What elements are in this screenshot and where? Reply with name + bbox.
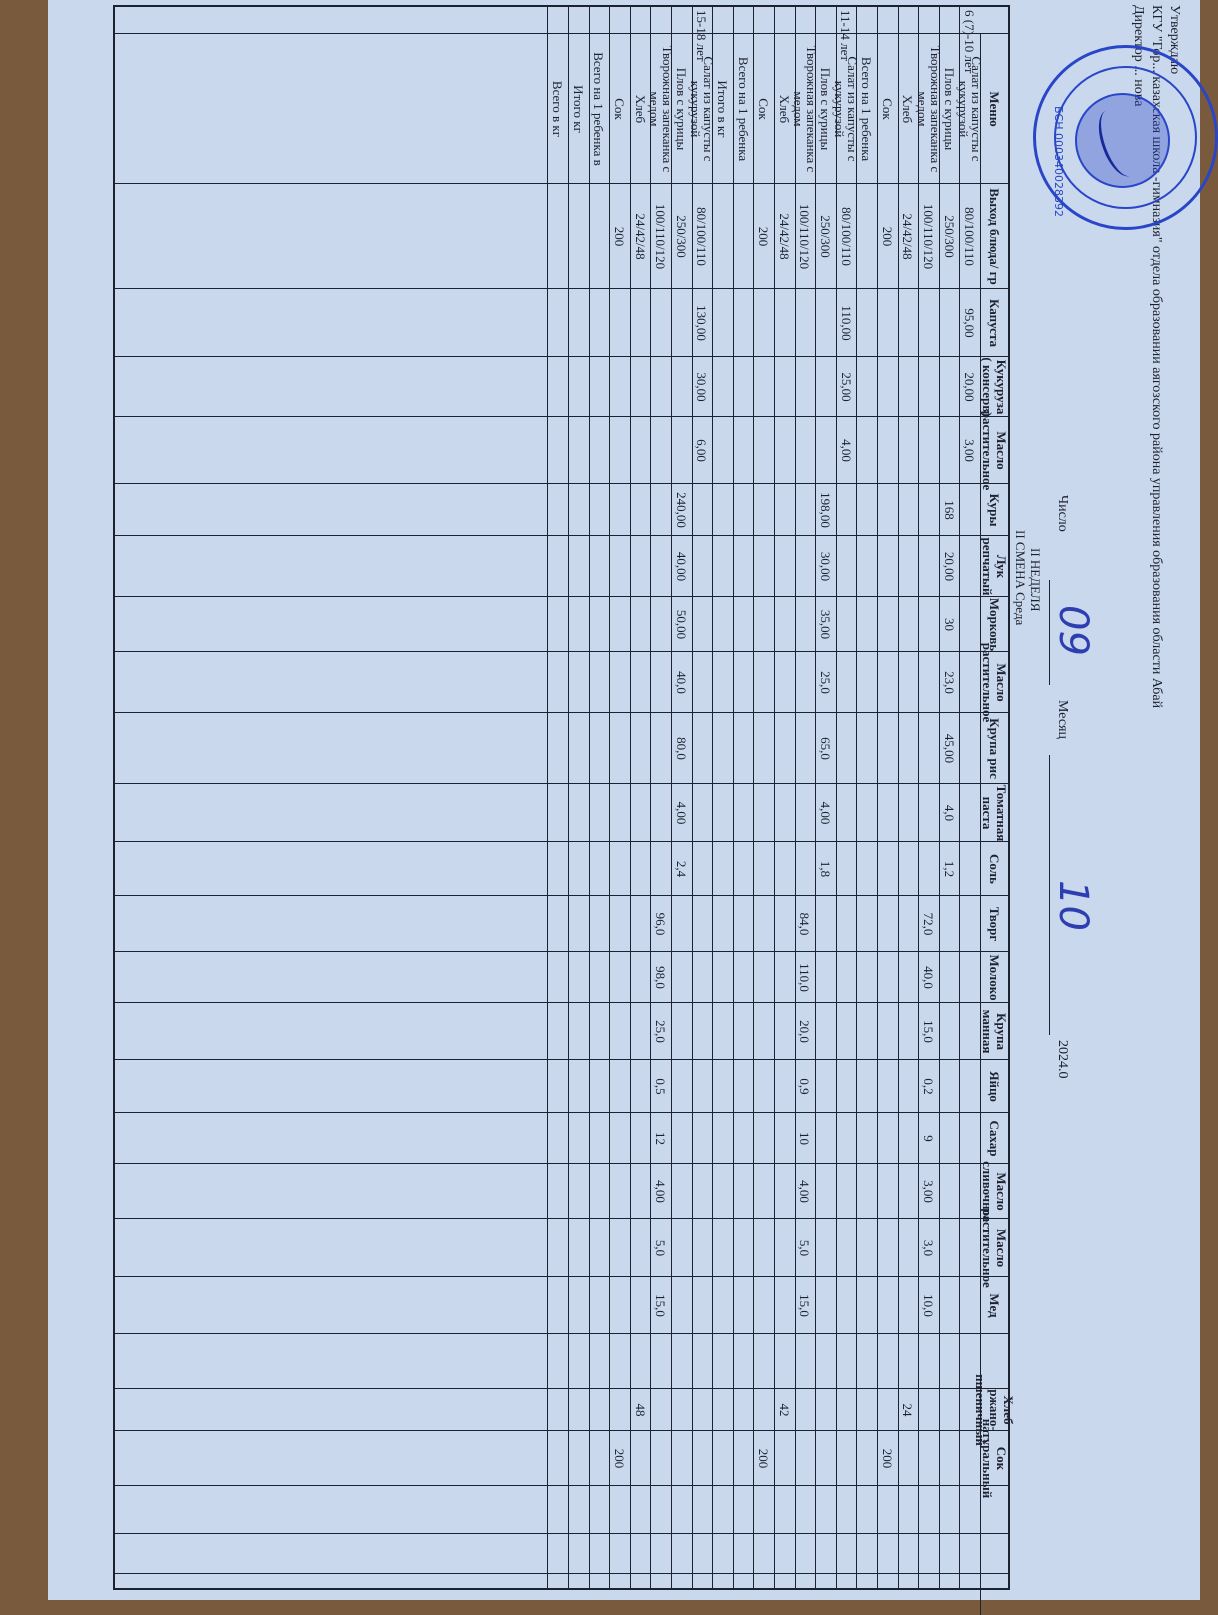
column-line (115, 356, 1008, 357)
menu-item-cell: Хлеб (776, 94, 792, 124)
product-header: Творг (987, 906, 1002, 942)
menu-item-cell: Всего в кг (550, 80, 566, 138)
product-header: Масло растительное (980, 410, 1009, 491)
value-cell: 84,0 (797, 912, 813, 936)
value-cell: 15,0 (797, 1294, 813, 1317)
product-header: Кукуруза ( консерв) (980, 357, 1009, 417)
value-cell: 4,00 (797, 1180, 813, 1203)
product-header: Крупа рис (987, 718, 1002, 779)
output-cell: 250/300 (673, 215, 689, 258)
value-cell: 40,00 (673, 551, 689, 582)
value-cell: 2,4 (673, 860, 689, 878)
value-cell: 42 (776, 1403, 792, 1417)
menu-item-cell: Всего на 1 ребенка (735, 56, 751, 162)
value-cell: 9 (921, 1135, 937, 1142)
date-month-label: Месяц (1055, 700, 1070, 739)
value-cell: 4,0 (941, 804, 957, 822)
value-cell: 30 (941, 618, 957, 631)
product-header: Масло растительное (980, 642, 1009, 723)
column-line (115, 1430, 1008, 1431)
product-header: Масло сливочное (980, 1161, 1009, 1222)
value-cell: 0,5 (653, 1078, 669, 1095)
output-cell: 200 (756, 226, 772, 247)
official-stamp (1033, 45, 1218, 230)
value-cell: 240,00 (673, 492, 689, 528)
product-header: Яйцо (987, 1071, 1002, 1102)
product-header: Молоко (987, 954, 1002, 1001)
value-cell: 130,00 (694, 305, 710, 341)
value-cell: 35,00 (818, 609, 834, 640)
menu-table (113, 5, 1016, 1590)
value-cell: 10 (797, 1132, 813, 1145)
menu-item-cell: Творожная запеканка с медом (790, 45, 819, 173)
column-line (115, 1163, 1008, 1164)
column-line (115, 416, 1008, 417)
column-line (115, 1276, 1008, 1277)
product-header: Томатная паста (980, 784, 1009, 842)
menu-item-cell: Итого в кг (715, 80, 731, 138)
menu-item-cell: Салат из капусты с кукурузой (687, 56, 716, 162)
column-line (115, 483, 1008, 484)
value-cell: 72,0 (921, 912, 937, 936)
output-cell: 24/42/48 (632, 213, 648, 260)
column-line (115, 951, 1008, 952)
output-cell (589, 184, 610, 289)
value-cell: 1,2 (941, 860, 957, 878)
value-cell: 4,00 (673, 801, 689, 825)
column-line (115, 596, 1008, 597)
shift-label: II СМЕНА Среда (1013, 530, 1028, 626)
value-cell: 95,00 (962, 308, 978, 338)
menu-item-cell: Сок (756, 98, 772, 120)
value-cell: 5,0 (653, 1239, 669, 1257)
column-line (115, 651, 1008, 652)
output-cell: 250/300 (941, 215, 957, 258)
value-cell: 200 (879, 1448, 895, 1469)
output-cell (568, 184, 589, 289)
output-cell (856, 184, 877, 289)
product-header: Мед (987, 1293, 1002, 1318)
column-line (115, 712, 1008, 713)
age-group-label: 15-18 лет (694, 10, 710, 62)
output-cell: 200 (879, 226, 895, 247)
paper-sheet (48, 0, 1200, 1600)
date-year: 2024.0 (1055, 1040, 1070, 1079)
product-header: Сахар (987, 1120, 1002, 1157)
value-cell: 25,00 (838, 372, 854, 402)
value-cell: 3,00 (921, 1180, 937, 1203)
output-cell: 80/100/110 (694, 207, 710, 266)
menu-item-cell: Творожная запеканка с медом (914, 45, 943, 173)
value-cell: 198,00 (818, 492, 834, 528)
value-cell: 20,00 (962, 372, 978, 402)
value-cell: 40,0 (921, 966, 937, 989)
value-cell: 4,00 (818, 801, 834, 825)
menu-item-cell: Плов с курицы (941, 67, 957, 151)
output-cell: 250/300 (818, 215, 834, 258)
product-header: Капуста (987, 299, 1002, 347)
output-cell (733, 184, 754, 289)
column-line (115, 1388, 1008, 1389)
value-cell: 110,00 (838, 305, 854, 341)
menu-item-cell: Сок (879, 98, 895, 120)
menu-item-cell: Сок (612, 98, 628, 120)
menu-item-cell: Итого кг (570, 85, 586, 133)
product-header: Крупа манная (980, 1009, 1009, 1054)
month-underline (1049, 755, 1050, 1035)
value-cell: 48 (632, 1403, 648, 1417)
value-cell: 25,0 (653, 1020, 669, 1043)
value-cell: 40,0 (673, 671, 689, 694)
column-line (115, 1002, 1008, 1003)
value-cell: 4,00 (838, 439, 854, 462)
value-cell: 12 (653, 1132, 669, 1145)
value-cell: 168 (941, 500, 957, 520)
menu-item-cell: Салат из капусты с кукурузой (955, 56, 984, 162)
value-cell: 6,00 (694, 439, 710, 462)
output-cell: 24/42/48 (900, 213, 916, 260)
value-cell: 98,0 (653, 966, 669, 989)
value-cell: 200 (756, 1448, 772, 1469)
value-cell: 23,0 (941, 671, 957, 694)
menu-header: Меню (987, 91, 1002, 127)
value-cell: 0,2 (921, 1078, 937, 1095)
date-day-value: 09 (1050, 605, 1096, 656)
column-line (115, 535, 1008, 536)
value-cell: 20,00 (941, 551, 957, 582)
value-cell: 15,0 (921, 1020, 937, 1043)
menu-item-cell: Салат из капусты с кукурузой (832, 56, 861, 162)
date-month-value: 10 (1050, 880, 1096, 931)
product-header: Соль (987, 854, 1002, 884)
value-cell: 25,0 (818, 671, 834, 694)
value-cell: 30,00 (694, 372, 710, 402)
output-cell: 100/110/120 (797, 203, 813, 270)
output-cell: 100/110/120 (921, 203, 937, 270)
column-line (115, 1533, 1008, 1534)
column-line (115, 895, 1008, 896)
output-cell: 24/42/48 (776, 213, 792, 260)
output-cell: 100/110/120 (653, 203, 669, 270)
column-line (115, 1059, 1008, 1060)
menu-item-cell: Всего на 1 ребенка в (591, 52, 607, 166)
product-header: Куры (987, 493, 1002, 527)
value-cell: 45,00 (941, 733, 957, 764)
value-cell: 3,00 (962, 439, 978, 462)
menu-item-cell: Всего на 1 ребенка (859, 56, 875, 162)
output-cell: 80/100/110 (962, 207, 978, 266)
column-line (115, 841, 1008, 842)
approve-label: Утверждаю (1167, 5, 1182, 75)
value-cell: 10,0 (921, 1294, 937, 1317)
product-header: Морковь (987, 597, 1002, 652)
director-line: Директор ... нова (1131, 5, 1146, 107)
age-group-label: 11-14 лет (838, 10, 854, 62)
product-header (980, 1534, 1008, 1574)
value-cell: 30,00 (818, 551, 834, 582)
product-header (980, 1486, 1008, 1534)
value-cell: 200 (612, 1448, 628, 1469)
product-header: Сок натуральный (980, 1418, 1009, 1499)
age-group-label: 6 (7)-10 лет (962, 10, 977, 74)
output-cell: 200 (612, 226, 628, 247)
product-header: Лук репчатый (980, 537, 1009, 596)
value-cell: 96,0 (653, 912, 669, 936)
value-cell: 80,0 (673, 737, 689, 760)
column-line (115, 783, 1008, 784)
date-day-label: Число (1055, 495, 1070, 532)
value-cell: 0,9 (797, 1078, 813, 1095)
value-cell: 24 (900, 1403, 916, 1417)
output-cell (547, 184, 568, 289)
value-cell: 3,0 (921, 1239, 937, 1257)
value-cell: 1,8 (818, 860, 834, 878)
week-label: II НЕДЕЛЯ (1028, 548, 1043, 612)
output-cell (712, 184, 733, 289)
output-cell: 80/100/110 (838, 207, 854, 266)
column-line (115, 1333, 1008, 1334)
value-cell: 5,0 (797, 1239, 813, 1257)
menu-item-cell: Творожная запеканка с медом (646, 45, 675, 173)
value-cell: 20,0 (797, 1020, 813, 1043)
day-underline (1049, 580, 1050, 685)
value-cell: 4,00 (653, 1180, 669, 1203)
value-cell: 65,0 (818, 737, 834, 760)
org-line: КГУ "Гор... казахская школа -гимназия" отдела образовании аягозского района управления образования области Абай (1149, 5, 1164, 709)
menu-item-cell: Плов с курицы (673, 67, 689, 151)
value-cell: 110,0 (797, 963, 813, 992)
output-header: Выход блюда/ гр (987, 188, 1002, 285)
product-header: Масло растительное (980, 1208, 1009, 1288)
menu-item-cell: Хлеб (632, 94, 648, 124)
menu-item-cell: Плов с курицы (818, 67, 834, 151)
stamp-bin: БСН 000340028392 (1052, 106, 1065, 217)
value-cell: 50,00 (673, 609, 689, 640)
value-cell: 15,0 (653, 1294, 669, 1317)
menu-item-cell: Хлеб (900, 94, 916, 124)
column-line (115, 1485, 1008, 1486)
column-line (115, 1112, 1008, 1113)
column-line (115, 1218, 1008, 1219)
rotated-document (88, 0, 1188, 1600)
column-line (115, 1573, 1008, 1574)
product-header: Хлеб ржано-пшеничный (973, 1374, 1016, 1446)
